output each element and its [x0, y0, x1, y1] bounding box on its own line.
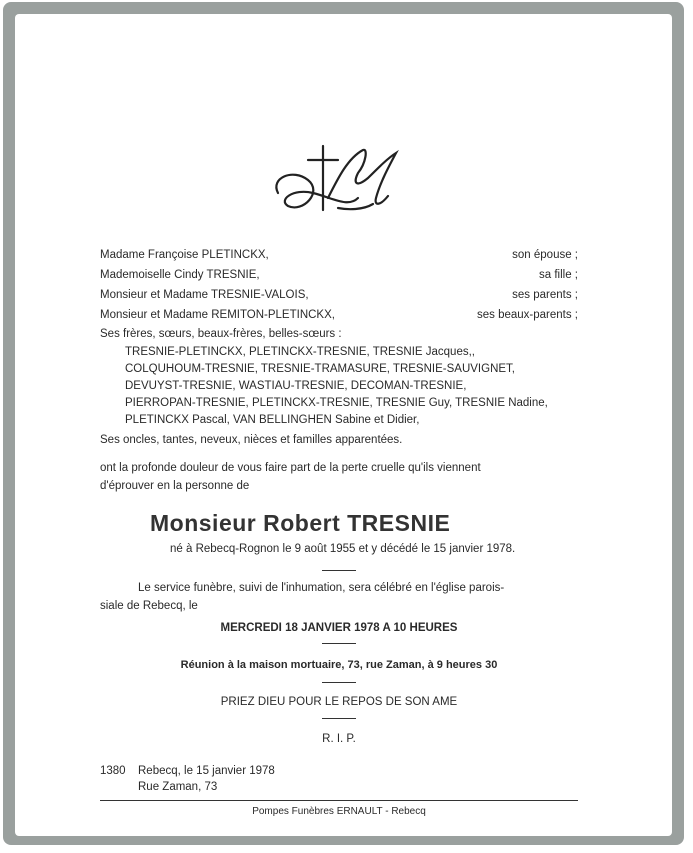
- family-row: [100, 288, 578, 302]
- divider: [322, 682, 356, 683]
- birth-death: né à Rebecq-Rognon le 9 août 1955 et y décédé le 15 janvier 1978.: [170, 543, 516, 555]
- announcement-line-2: d'éprouver en la personne de: [100, 480, 250, 492]
- siblings-line: DEVUYST-TRESNIE, WASTIAU-TRESNIE, DECOMAN-TRESNIE,: [125, 380, 467, 392]
- family-name: Monsieur et Madame REMITON-PLETINCKX,: [100, 309, 335, 321]
- family-name: Madame Françoise PLETINCKX,: [100, 249, 269, 261]
- prayer: PRIEZ DIEU POUR LE REPOS DE SON AME: [220, 696, 458, 708]
- siblings-line: TRESNIE-PLETINCKX, PLETINCKX-TRESNIE, TRESNIE Jacques,,: [125, 346, 475, 358]
- cross-monogram-icon: [268, 138, 408, 228]
- divider: [322, 718, 356, 719]
- address-line-1: Rebecq, le 15 janvier 1978: [138, 765, 275, 777]
- service-date: MERCREDI 18 JANVIER 1978 A 10 HEURES: [220, 622, 458, 634]
- announcement-line-1: ont la profonde douleur de vous faire part de la perte cruelle qu'ils viennent: [100, 462, 481, 474]
- divider: [322, 570, 356, 571]
- siblings-line: COLQUHOUM-TRESNIE, TRESNIE-TRAMASURE, TRESNIE-SAUVIGNET,: [125, 363, 515, 375]
- family-row: [100, 268, 578, 282]
- divider: [322, 643, 356, 644]
- family-name: Mademoiselle Cindy TRESNIE,: [100, 269, 260, 281]
- family-relation: ses parents ;: [512, 289, 578, 301]
- family-relation: sa fille ;: [539, 269, 578, 281]
- footer: Pompes Funèbres ERNAULT - Rebecq: [252, 806, 426, 817]
- service-line-2: siale de Rebecq, le: [100, 600, 198, 612]
- footer-rule: [100, 800, 578, 801]
- address-postcode: 1380: [100, 765, 126, 777]
- extended-family: Ses oncles, tantes, neveux, nièces et familles apparentées.: [100, 434, 403, 446]
- service-line-1: Le service funèbre, suivi de l'inhumation, sera célébré en l'église parois-: [138, 582, 505, 594]
- siblings-intro: Ses frères, sœurs, beaux-frères, belles-sœurs :: [100, 328, 342, 340]
- family-relation: son épouse ;: [512, 249, 578, 261]
- siblings-line: PIERROPAN-TRESNIE, PLETINCKX-TRESNIE, TRESNIE Guy, TRESNIE Nadine,: [125, 397, 548, 409]
- meeting: Réunion à la maison mortuaire, 73, rue Zaman, à 9 heures 30: [180, 659, 498, 671]
- family-row: [100, 248, 578, 262]
- deceased-name: Monsieur Robert TRESNIE: [150, 510, 451, 536]
- address-line-2: Rue Zaman, 73: [138, 781, 218, 793]
- family-row: [100, 308, 578, 322]
- family-relation: ses beaux-parents ;: [476, 309, 578, 321]
- family-name: Monsieur et Madame TRESNIE-VALOIS,: [100, 289, 309, 301]
- siblings-line: PLETINCKX Pascal, VAN BELLINGHEN Sabine et Didier,: [125, 414, 420, 426]
- rip: R. I. P.: [322, 733, 356, 745]
